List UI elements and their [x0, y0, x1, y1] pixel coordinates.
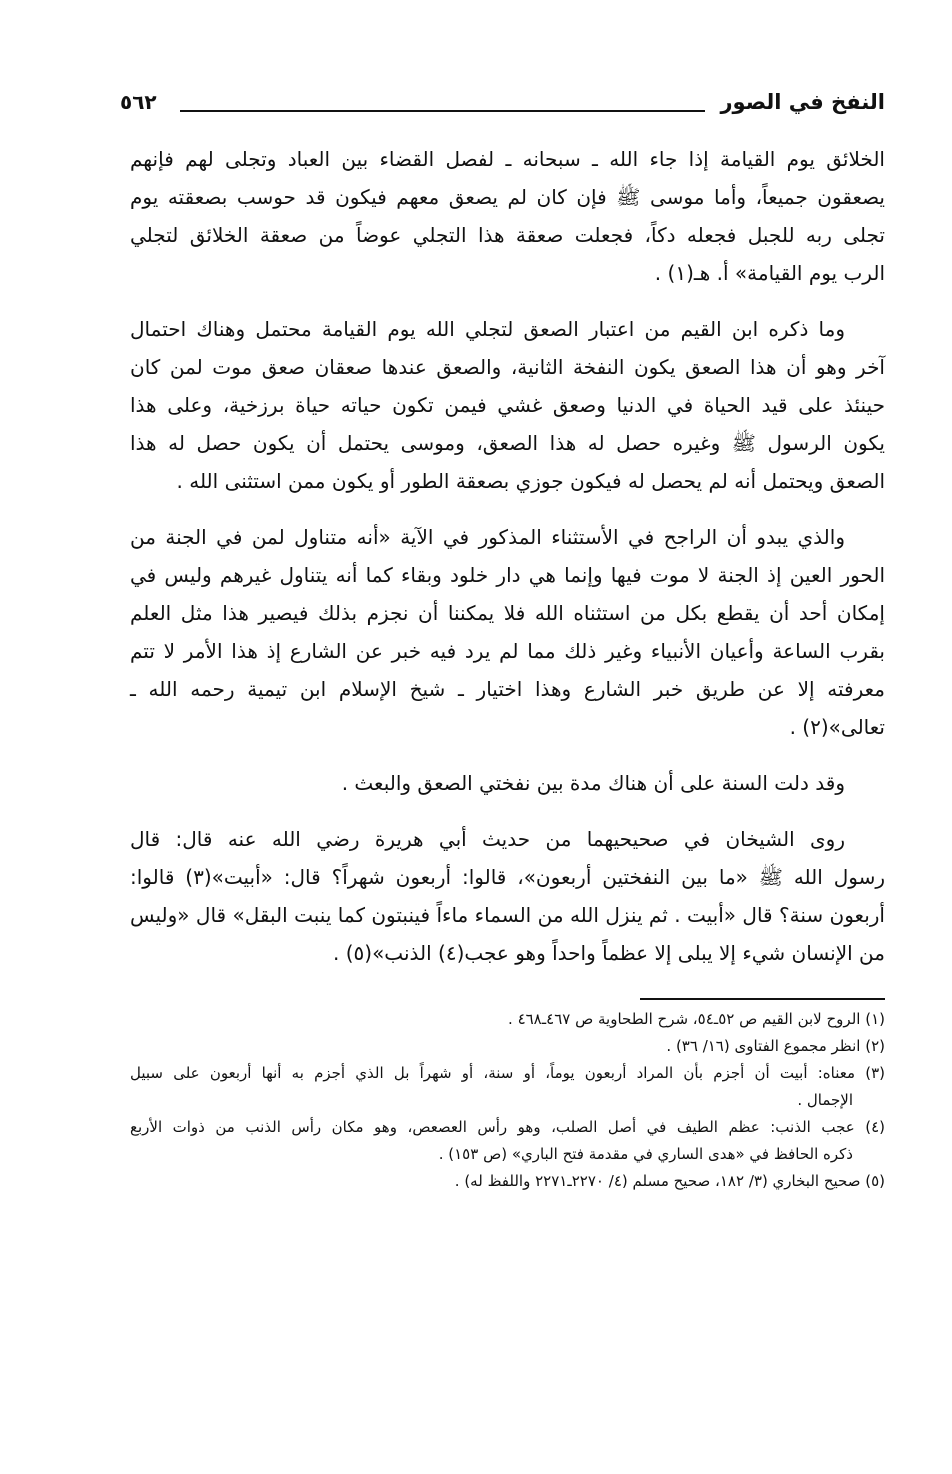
text-line: الحور العين إذ الجنة لا موت فيها وإنما هي دار خلود وبقاء كما أنه يتناول غيرهم وليس في — [130, 563, 885, 587]
footnote-4-cont: ذكره الحافظ في «هدى الساري في مقدمة فتح الباري» (ص ١٥٣) . — [438, 1145, 853, 1163]
text-line: معرفته إلا عن طريق خبر الشارع وهذا اختيار ـ شيخ الإسلام ابن تيمية رحمه الله ـ — [130, 677, 885, 701]
text-line: بقرب الساعة وأعيان الأنبياء وغير ذلك مما لم يرد فيه خبر عن الشارع إذ هذا الأمر لا تتم — [130, 639, 885, 663]
footnote-1: (١) الروح لابن القيم ص ٥٢ـ٥٤، شرح الطحاوية ص ٤٦٧ـ٤٦٨ . — [508, 1010, 885, 1028]
header-rule — [180, 110, 705, 112]
text-line: الرب يوم القيامة» أ. هـ(١) . — [654, 261, 885, 285]
text-line: حينئذ على قيد الحياة في الدنيا وصعق غشي فيمن تكون حياته حياة برزخية، وعلى هذا — [130, 393, 885, 417]
running-title: النفخ في الصور — [720, 90, 885, 114]
text-line: إمكان أحد أن يقطع بكل من استثناه الله فلا يمكننا أن نجزم بذلك فيصير هذا مثل العلم — [130, 601, 885, 625]
text-line: وقد دلت السنة على أن هناك مدة بين نفختي الصعق والبعث . — [341, 771, 845, 795]
footnote-3-cont: الإجمال . — [797, 1091, 853, 1109]
footnotes — [130, 1006, 885, 1195]
text-line: الخلائق يوم القيامة إذا جاء الله ـ سبحانه ـ لفصل القضاء بين العباد وتجلى لهم فإنهم — [130, 147, 885, 171]
page-number: ٥٦٢ — [120, 90, 157, 114]
text-line: الصعق ويحتمل أنه لم يحصل له فيكون جوزي بصعقة الطور أو يكون ممن استثنى الله . — [176, 469, 885, 493]
page-header — [120, 88, 885, 128]
text-line: آخر وهو أن هذا الصعق يكون النفخة الثانية، والصعق عندها صعقان صعق موت لمن كان — [130, 355, 885, 379]
footnote-separator — [640, 998, 885, 1000]
text-line: من الإنسان شيء إلا يبلى إلا عظماً واحداً وهو عجب(٤) الذنب»(٥) . — [332, 941, 885, 965]
main-text — [130, 140, 885, 972]
text-line: تعالى»(٢) . — [789, 715, 885, 739]
text-line: يصعقون جميعاً، وأما موسى ﷺ فإن كان لم يصعق معهم فيكون قد حوسب بصعقته يوم — [130, 185, 885, 209]
text-line: أربعون سنة؟ قال «أبيت . ثم ينزل الله من السماء ماءاً فينبتون كما ينبت البقل» قال «وليس — [130, 903, 885, 927]
footnote-5: (٥) صحيح البخاري (٣/ ١٨٢، صحيح مسلم (٤/ ٢٢٧٠ـ٢٢٧١ واللفظ له) . — [454, 1172, 885, 1190]
text-line: والذي يبدو أن الراجح في الأستثناء المذكور في الآية «أنه متناول لمن في الجنة من — [130, 525, 845, 549]
text-line: وما ذكره ابن القيم من اعتبار الصعق لتجلي الله يوم القيامة محتمل وهناك احتمال — [130, 317, 845, 341]
text-line: رسول الله ﷺ «ما بين النفختين أربعون»، قالوا: أربعون شهراً؟ قال: «أبيت»(٣) قالوا: — [130, 865, 885, 889]
footnote-4: (٤) عجب الذنب: عظم الطيف في أصل الصلب، وهو رأس العصعص، وهو مكان رأس الذنب من ذوات الأربع — [130, 1118, 885, 1136]
text-line: روى الشيخان في صحيحيهما من حديث أبي هريرة رضي الله عنه قال: قال — [130, 827, 845, 851]
footnote-2: (٢) انظر مجموع الفتاوى (١٦/ ٣٦) . — [666, 1037, 885, 1055]
footnote-3: (٣) معناه: أبيت أن أجزم بأن المراد أربعون يوماً، أو سنة، أو شهراً بل الذي أجزم به أنها أربعون على سبيل — [130, 1064, 885, 1082]
text-line: يكون الرسول ﷺ وغيره حصل له هذا الصعق، وموسى يحتمل أن يكون حصل له هذا — [130, 431, 885, 455]
text-line: تجلى ربه للجبل فجعله دكاً، فجعلت صعقة هذا التجلي عوضاً من صعقة الخلائق لتجلي — [130, 223, 885, 247]
